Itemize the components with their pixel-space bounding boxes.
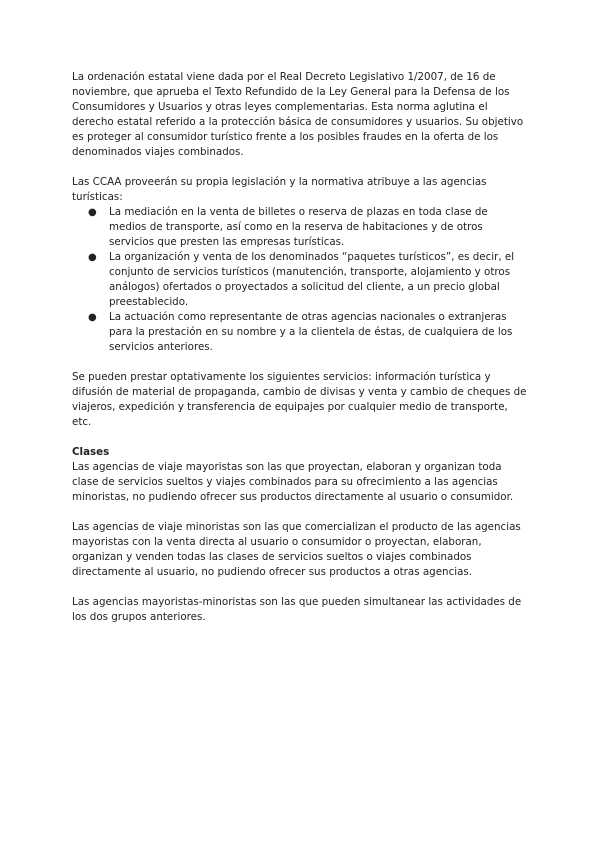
mixed-paragraph: Las agencias mayoristas-minoristas son las que pueden simultanear las actividades de los dos grupos anteriores. [72,596,522,623]
list-item-text: La organización y venta de los denominados “paquetes turísticos”, es decir, el conjunto de servicios turísticos (manutención, transporte, alojamiento y otros análogos) ofertados o proyectados a solicitud del cliente, a un precio global preestablecido. [109,251,515,308]
intro-paragraph: La ordenación estatal viene dada por el Real Decreto Legislativo 1/2007, de 16 de noviembre, que aprueba el Texto Refundido de la Ley General para la Defensa de los Consumidores y Usuarios y otras leyes complementarias. Esta norma aglutina el derecho estatal referido a la protección básica de consumidores y usuarios. Su objetivo es proteger al consumidor turístico frente a los posibles fraudes en la oferta de los denominados viajes combinados. [72,71,524,158]
list-item [72,250,528,310]
paragraph-spacer [72,355,528,370]
bullet-icon: ● [88,312,97,323]
bullet-icon: ● [88,252,97,263]
list-item-text: La actuación como representante de otras agencias nacionales o extranjeras para la prestación en su nombre y a la clientela de éstas, de cualquiera de los servicios anteriores. [109,311,513,353]
paragraph-spacer [72,160,528,175]
paragraph-spacer [72,580,528,595]
paragraph-spacer [72,430,528,445]
optional-services-paragraph: Se pueden prestar optativamente los siguientes servicios: información turística y difusión de material de propaganda, cambio de divisas y venta y cambio de cheques de viajeros, expedición y transferencia de equipajes por cualquier medio de transporte, etc. [72,371,527,428]
functions-list [72,205,528,355]
paragraph-spacer [72,505,528,520]
list-item-text: La mediación en la venta de billetes o reserva de plazas en toda clase de medios de transporte, así como en la reserva de habitaciones y de otros servicios que presten las empresas turísticas. [109,206,488,248]
classes-heading: Clases [72,446,110,458]
ccaa-intro-paragraph: Las CCAA proveerán su propia legislación y la normativa atribuye a las agencias turísticas: [72,176,487,203]
list-item [72,205,528,250]
list-item [72,310,528,355]
wholesale-paragraph: Las agencias de viaje mayoristas son las que proyectan, elaboran y organizan toda clase de servicios sueltos y viajes combinados para su ofrecimiento a las agencias minoristas, no pudiendo ofrecer sus productos directamente al usuario o consumidor. [72,461,514,503]
document-page [72,70,528,625]
bullet-icon: ● [88,207,97,218]
retail-paragraph: Las agencias de viaje minoristas son las que comercializan el producto de las agencias mayoristas con la venta directa al usuario o consumidor o proyectan, elaboran, organizan y venden todas las clases de servicios sueltos o viajes combinados directamente al usuario, no pudiendo ofrecer sus productos a otras agencias. [72,521,521,578]
